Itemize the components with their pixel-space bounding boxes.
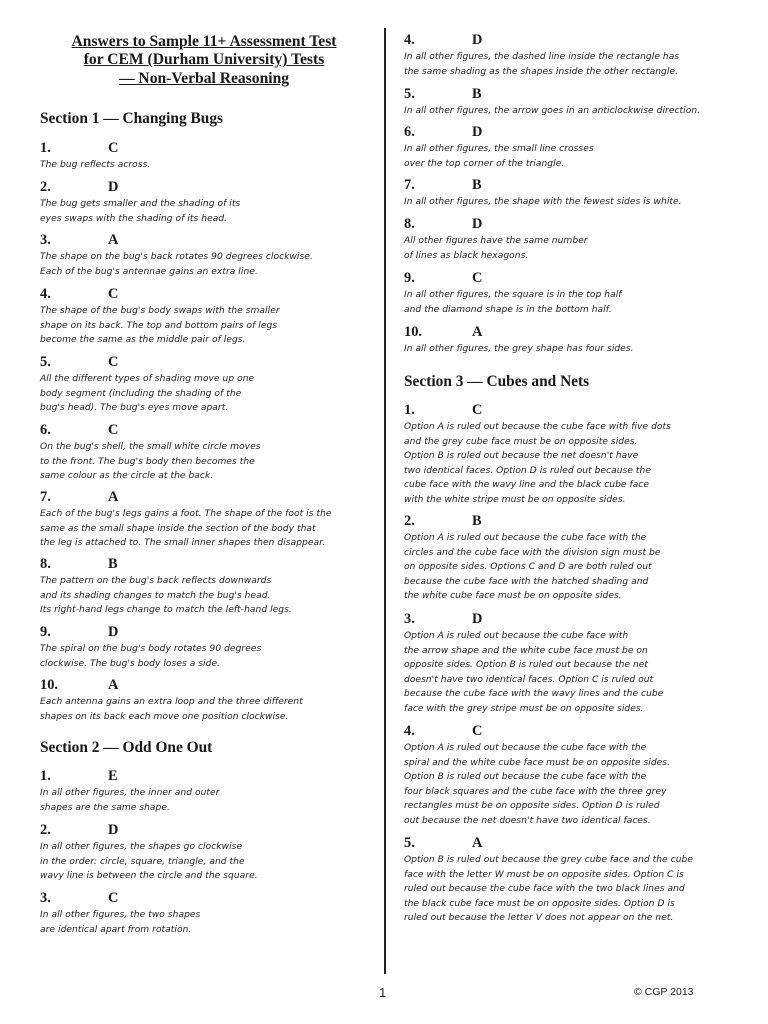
question-number: 1.: [40, 140, 51, 156]
answer-s2-q6: [404, 124, 734, 171]
answer-explanation: In all other figures, the square is in the top half and the diamond shape is in the bottom half.: [404, 290, 622, 315]
answer-explanation: In all other figures, the dashed line inside the rectangle has the same shading as the shapes inside the other rectangle.: [404, 52, 680, 77]
question-number: 3.: [40, 890, 51, 906]
answer-explanation: In all other figures, the grey shape has four sides.: [404, 344, 634, 354]
answer-explanation: Option A is ruled out because the cube face with the circles and the cube face with the division sign must be on opposite sides. Options C and D are both ruled out because the cube face with the hatched shading and the white cube face must be on opposite sides.: [404, 533, 661, 602]
question-number: 3.: [40, 232, 51, 248]
title-line-2: for CEM (Durham University) Tests: [83, 51, 325, 69]
answer-s3-q5: [404, 835, 734, 926]
answer-s3-q4: [404, 723, 734, 829]
answer-s1-q3: [40, 232, 368, 279]
question-number: 1.: [40, 768, 51, 784]
answer-s2-q1: [40, 768, 368, 815]
answer-letter: C: [108, 140, 119, 156]
answer-explanation: The pattern on the bug's back reflects downwards and its shading changes to match the bug's head. Its right-hand legs change to match the left-hand legs.: [40, 576, 292, 616]
copyright-notice: © CGP 2013: [634, 986, 694, 998]
answer-letter: A: [108, 489, 119, 505]
answer-explanation: In all other figures, the shape with the fewest sides is white.: [404, 197, 682, 207]
answer-letter: A: [108, 677, 119, 693]
answer-s1-q10: [40, 677, 368, 724]
question-number: 10.: [40, 677, 58, 693]
answer-explanation: In all other figures, the arrow goes in an anticlockwise direction.: [404, 106, 701, 116]
answer-explanation: Option A is ruled out because the cube face with the spiral and the white cube face must be on opposite sides. Option B is ruled out because the cube face with the four black squares and the cube face with the three grey rectangles must be on opposite sides. Option D is ruled out because the net doesn't have two identical faces.: [404, 743, 671, 826]
page-title: [40, 33, 368, 88]
answer-letter: A: [472, 324, 483, 340]
answer-letter: B: [472, 513, 482, 529]
answer-s3-q1: [404, 402, 734, 508]
question-number: 8.: [404, 216, 415, 232]
answer-s3-q3: [404, 611, 734, 717]
answer-s1-q4: [40, 286, 368, 348]
title-line-3: — Non-Verbal Reasoning: [118, 69, 290, 87]
answer-letter: D: [472, 32, 483, 48]
question-number: 3.: [404, 611, 415, 627]
answer-letter: D: [108, 179, 119, 195]
answer-s1-q5: [40, 354, 368, 416]
question-number: 5.: [404, 835, 415, 851]
answer-letter: C: [472, 270, 483, 286]
answer-letter: B: [472, 177, 482, 193]
title-line-1: Answers to Sample 11+ Assessment Test: [71, 33, 337, 50]
question-number: 4.: [40, 286, 51, 302]
question-number: 2.: [404, 513, 415, 529]
answer-s1-q1: [40, 140, 368, 173]
answer-letter: C: [108, 286, 119, 302]
question-number: 8.: [40, 556, 51, 572]
answer-letter: C: [108, 890, 119, 906]
question-number: 2.: [40, 179, 51, 195]
answer-s2-q3: [40, 890, 368, 937]
answer-explanation: In all other figures, the small line crosses over the top corner of the triangle.: [404, 144, 594, 169]
section-1-heading: Section 1 — Changing Bugs: [40, 110, 224, 127]
question-number: 9.: [40, 624, 51, 640]
answer-s1-q6: [40, 422, 368, 484]
answer-s2-q9: [404, 270, 734, 317]
section-3-heading: Section 3 — Cubes and Nets: [404, 373, 590, 390]
answer-explanation: All other figures have the same number of lines as black hexagons.: [404, 236, 588, 261]
answer-s1-q7: [40, 489, 368, 551]
answer-s1-q9: [40, 624, 368, 671]
answer-letter: B: [472, 86, 482, 102]
answer-explanation: The bug reflects across.: [40, 160, 151, 170]
answer-explanation: Option A is ruled out because the cube face with the arrow shape and the white cube face must be on opposite sides. Option B is ruled out because the net doesn't have two identical faces. Option C is ruled out because the cube face with the wavy lines and the cube face with the grey stripe must be on opposite sides.: [404, 631, 664, 714]
answer-s2-q10: [404, 324, 734, 357]
answer-letter: A: [108, 232, 119, 248]
answer-explanation: Each antenna gains an extra loop and the three different shapes on its back each move one position clockwise.: [40, 697, 303, 722]
answer-explanation: Option A is ruled out because the cube face with five dots and the grey cube face must be on opposite sides. Option B is ruled out because the net doesn't have two identical faces. Option D is ruled out because the cube face with the wavy line and the black cube face with the white stripe must be on opposite sides.: [404, 422, 671, 505]
answer-s1-q8: [40, 556, 368, 618]
answer-s2-q8: [404, 216, 734, 263]
column-divider: [384, 28, 386, 974]
answer-explanation: The shape on the bug's back rotates 90 degrees clockwise. Each of the bug's antennae gains an extra line.: [40, 252, 313, 277]
question-number: 6.: [40, 422, 51, 438]
question-number: 4.: [404, 32, 415, 48]
answer-s1-q2: [40, 179, 368, 226]
question-number: 9.: [404, 270, 415, 286]
answer-s2-q2: [40, 822, 368, 884]
answer-explanation: In all other figures, the inner and outer shapes are the same shape.: [40, 788, 220, 813]
answer-letter: C: [472, 723, 483, 739]
answer-letter: D: [472, 124, 483, 140]
answer-letter: C: [472, 402, 483, 418]
answer-explanation: In all other figures, the two shapes are identical apart from rotation.: [40, 910, 201, 935]
answer-letter: C: [108, 354, 119, 370]
section-2-heading: Section 2 — Odd One Out: [40, 739, 213, 756]
answer-explanation: On the bug's shell, the small white circle moves to the front. The bug's body then becomes the same colour as the circle at the back.: [40, 442, 261, 482]
question-number: 4.: [404, 723, 415, 739]
question-number: 1.: [404, 402, 415, 418]
answer-explanation: The shape of the bug's body swaps with the smaller shape on its back. The top and bottom pairs of legs become the same as the middle pair of legs.: [40, 306, 280, 346]
answer-letter: B: [108, 556, 118, 572]
answer-explanation: In all other figures, the shapes go clockwise in the order: circle, square, triangle, and the wavy line is between the circle and the square.: [40, 842, 258, 882]
question-number: 7.: [404, 177, 415, 193]
answer-letter: D: [472, 611, 483, 627]
question-number: 7.: [40, 489, 51, 505]
answer-letter: D: [472, 216, 483, 232]
answer-s2-q7: [404, 177, 734, 210]
answer-s3-q2: [404, 513, 734, 604]
page-number: 1: [379, 985, 387, 1000]
answer-letter: A: [472, 835, 483, 851]
answer-explanation: The spiral on the bug's body rotates 90 degrees clockwise. The bug's body loses a side.: [40, 644, 262, 669]
question-number: 5.: [404, 86, 415, 102]
question-number: 6.: [404, 124, 415, 140]
answer-letter: D: [108, 624, 119, 640]
question-number: 5.: [40, 354, 51, 370]
answer-s2-q5: [404, 86, 734, 119]
answer-letter: E: [108, 768, 118, 784]
answer-explanation: The bug gets smaller and the shading of its eyes swaps with the shading of its head.: [40, 199, 241, 224]
question-number: 10.: [404, 324, 422, 340]
question-number: 2.: [40, 822, 51, 838]
answer-explanation: Each of the bug's legs gains a foot. The shape of the foot is the same as the small shape inside the section of the body that the leg is attached to. The small inner shapes then disappear.: [40, 509, 332, 549]
answer-letter: D: [108, 822, 119, 838]
answer-letter: C: [108, 422, 119, 438]
answer-explanation: Option B is ruled out because the grey cube face and the cube face with the letter W must be on opposite sides. Option C is ruled out because the cube face with the two black lines and the black cube face must be on opposite sides. Option D is ruled out because the letter V does not appear on the net.: [404, 855, 693, 924]
answer-s2-q4: [404, 32, 734, 79]
answer-explanation: All the different types of shading move up one body segment (including the shading of the bug's head). The bug's eyes move apart.: [40, 374, 255, 414]
